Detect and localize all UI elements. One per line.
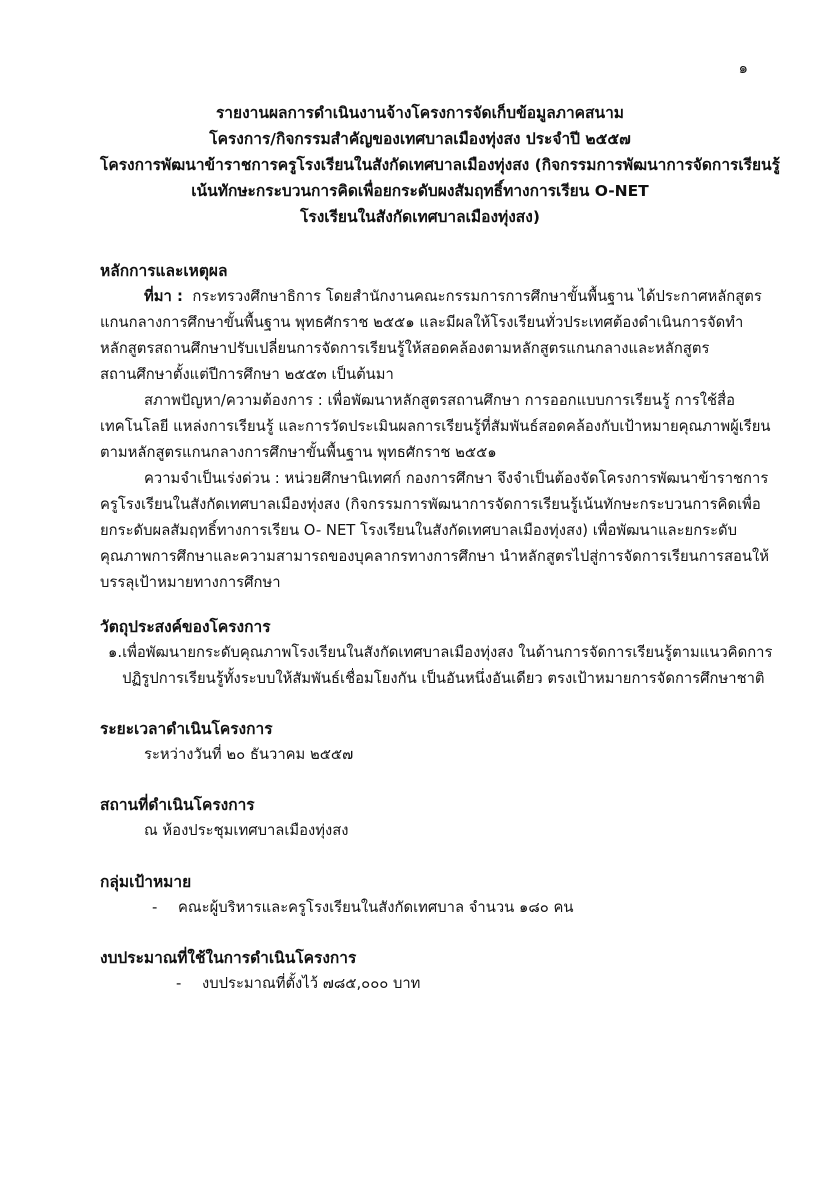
source-line-1 bbox=[100, 284, 762, 310]
rationale-heading: หลักการและเหตุผล bbox=[100, 262, 228, 280]
target-section bbox=[100, 869, 740, 921]
title-line-1: รายงานผลการดำเนินงานจ้างโครงการจัดเก็บข้อมูลภาคสนาม bbox=[215, 104, 624, 122]
duration-section bbox=[100, 716, 740, 768]
budget-heading: งบประมาณที่ใช้ในการดำเนินโครงการ bbox=[100, 949, 357, 967]
problem-line-3: ตามหลักสูตรแกนกลางการศึกษาขั้นพื้นฐาน พุทธศักราช ๒๕๕๑ bbox=[100, 444, 497, 461]
budget-text: งบประมาณที่ตั้งไว้ ๗๘๕,๐๐๐ บาท bbox=[202, 975, 421, 992]
duration-text: ระหว่างวันที่ ๒๐ ธันวาคม ๒๕๕๗ bbox=[144, 746, 354, 763]
objective-number: ๑. bbox=[108, 644, 123, 661]
objective-text bbox=[122, 640, 772, 692]
source-line-3: หลักสูตรสถานศึกษาปรับเปลี่ยนการจัดการเรียนรู้ให้สอดคล้องตามหลักสูตรแกนกลางและหลักสูตร bbox=[100, 340, 710, 357]
budget-dash: - bbox=[176, 975, 182, 992]
urgency-line-4: คุณภาพการศึกษาและความสามารถของบุคลากรทางการศึกษา นำหลักสูตรไปสู่การจัดการเรียนการสอนให้ bbox=[100, 548, 770, 565]
urgency-line-2: ครูโรงเรียนในสังกัดเทศบาลเมืองทุ่งสง (กิจกรรมการพัฒนาการจัดการเรียนรู้เน้นทักษะกระบวนการคิดเพื่อ bbox=[100, 496, 761, 513]
location-heading: สถานที่ดำเนินโครงการ bbox=[100, 796, 255, 814]
problem-line-2: เทคโนโลยี แหล่งการเรียนรู้ และการวัดประเมินผลการเรียนรู้ที่สัมพันธ์สอดคล้องกับเป้าหมายคุณภาพผู้เรียน bbox=[100, 418, 771, 435]
duration-heading: ระยะเวลาดำเนินโครงการ bbox=[100, 720, 273, 738]
rationale-section bbox=[100, 258, 771, 596]
target-text: คณะผู้บริหารและครูโรงเรียนในสังกัดเทศบาล จำนวน ๑๘๐ คน bbox=[178, 899, 574, 916]
document-title bbox=[100, 100, 780, 230]
title-line-2: โครงการ/กิจกรรมสำคัญของเทศบาลเมืองทุ่งสง ประจำปี ๒๕๕๗ bbox=[209, 130, 631, 148]
problem-paragraph bbox=[100, 388, 771, 466]
location-section bbox=[100, 792, 740, 844]
location-text: ณ ห้องประชุมเทศบาลเมืองทุ่งสง bbox=[144, 822, 349, 839]
objective-line-2: ปฏิรูปการเรียนรู้ทั้งระบบให้สัมพันธ์เชื่อมโยงกัน เป็นอันหนึ่งอันเดียว ตรงเป้าหมายการจัดการศึกษาชาติ bbox=[122, 670, 765, 687]
objectives-section bbox=[100, 614, 773, 692]
budget-section bbox=[100, 945, 740, 997]
target-heading: กลุ่มเป้าหมาย bbox=[100, 873, 192, 891]
urgency-line-1: ความจำเป็นเร่งด่วน : หน่วยศึกษานิเทศก์ กองการศึกษา จึงจำเป็นต้องจัดโครงการพัฒนาข้าราชการ bbox=[144, 470, 769, 487]
target-dash: - bbox=[152, 899, 158, 916]
source-line-4: สถานศึกษาตั้งแต่ปีการศึกษา ๒๕๕๓ เป็นต้นมา bbox=[100, 366, 394, 383]
title-line-3: โครงการพัฒนาข้าราชการครูโรงเรียนในสังกัดเทศบาลเมืองทุ่งสง (กิจกรรมการพัฒนาการจัดการเรียนรู้ bbox=[100, 156, 780, 174]
objectives-heading: วัตถุประสงค์ของโครงการ bbox=[100, 618, 271, 636]
page-number: ๑ bbox=[738, 59, 748, 77]
urgency-line-5: บรรลุเป้าหมายทางการศึกษา bbox=[100, 574, 281, 591]
source-paragraph bbox=[100, 284, 762, 388]
urgency-paragraph bbox=[100, 466, 770, 596]
title-line-5: โรงเรียนในสังกัดเทศบาลเมืองทุ่งสง) bbox=[300, 208, 540, 226]
budget-item bbox=[100, 971, 740, 997]
source-line-2: แกนกลางการศึกษาขั้นพื้นฐาน พุทธศักราช ๒๕๕๑ และมีผลให้โรงเรียนทั่วประเทศต้องดำเนินการจัดทำ bbox=[100, 314, 744, 331]
source-line-1-text: กระทรวงศึกษาธิการ โดยสำนักงานคณะกรรมการการศึกษาขั้นพื้นฐาน ได้ประกาศหลักสูตร bbox=[192, 288, 762, 305]
source-label: ที่มา : bbox=[144, 288, 183, 305]
urgency-line-3: ยกระดับผลสัมฤทธิ์ทางการเรียน O- NET โรงเรียนในสังกัดเทศบาลเมืองทุ่งสง) เพื่อพัฒนาและยกระดับ bbox=[100, 522, 738, 539]
title-line-4: เน้นทักษะกระบวนการคิดเพื่อยกระดับผงสัมฤทธิ์ทางการเรียน O-NET bbox=[191, 182, 649, 200]
target-item bbox=[100, 895, 740, 921]
problem-line-1: สภาพปัญหา/ความต้องการ : เพื่อพัฒนาหลักสูตรสถานศึกษา การออกแบบการเรียนรู้ การใช้สื่อ bbox=[144, 392, 735, 409]
objective-line-1: เพื่อพัฒนายกระดับคุณภาพโรงเรียนในสังกัดเทศบาลเมืองทุ่งสง ในด้านการจัดการเรียนรู้ตามแนวคิดการ bbox=[122, 644, 773, 661]
objective-item bbox=[100, 640, 773, 692]
